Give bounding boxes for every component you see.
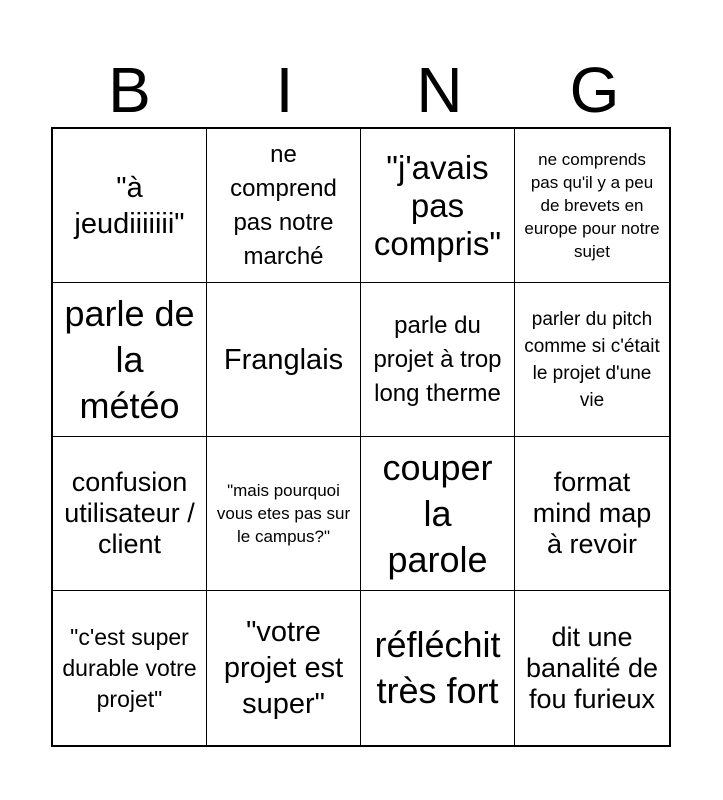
bingo-cell[interactable] [361, 129, 515, 283]
bingo-cell[interactable] [53, 283, 207, 437]
bingo-cell[interactable] [207, 437, 361, 591]
bingo-cell-text: Franglais [223, 343, 344, 376]
bingo-cell-text: parle du projet à trop long therme [373, 311, 502, 407]
bingo-cell-text: "à jeudiiiiiii" [74, 171, 185, 240]
bingo-cell-text: réfléchit très fort [374, 624, 501, 711]
bingo-board [51, 127, 671, 747]
bingo-cell[interactable] [53, 437, 207, 591]
bingo-cell[interactable] [207, 129, 361, 283]
bingo-cell-text: parler du pitch comme si c'était le projet d'une vie [524, 308, 660, 411]
bingo-cell-text: dit une banalité de fou furieux [525, 621, 659, 714]
bingo-cell-text: "votre projet est super" [223, 616, 344, 720]
title-letter-n: N [416, 54, 463, 126]
bingo-cell[interactable] [361, 591, 515, 745]
bingo-cell[interactable] [53, 129, 207, 283]
bingo-cell-text: format mind map à revoir [532, 467, 652, 559]
bingo-cell[interactable] [515, 283, 669, 437]
bingo-cell[interactable] [515, 437, 669, 591]
bingo-cell[interactable] [515, 591, 669, 745]
bingo-cell-text: ne comprends pas qu'il y a peu de brevets en europe pour notre sujet [524, 150, 660, 261]
bingo-cell-text: parle de la météo [64, 292, 195, 426]
bingo-cell[interactable] [515, 129, 669, 283]
bingo-cell[interactable] [361, 437, 515, 591]
bingo-cell-text: "c'est super durable votre projet" [62, 623, 197, 712]
title-letter-b: B [108, 54, 151, 126]
bingo-cell-text: "mais pourquoi vous etes pas sur le campus?" [216, 481, 351, 546]
title-letter-g: G [569, 54, 620, 126]
bingo-cell-text: "j'avais pas compris" [373, 148, 502, 262]
bingo-cell[interactable] [53, 591, 207, 745]
bingo-cell-text: confusion utilisateur / client [64, 467, 195, 559]
bingo-title [52, 52, 672, 128]
title-letter-i: I [275, 54, 294, 126]
bingo-cell-text: couper la parole [382, 446, 493, 580]
bingo-cell[interactable] [361, 283, 515, 437]
bingo-cell[interactable] [207, 591, 361, 745]
bingo-cell-text: ne comprend pas notre marché [230, 140, 337, 270]
bingo-cell[interactable] [207, 283, 361, 437]
